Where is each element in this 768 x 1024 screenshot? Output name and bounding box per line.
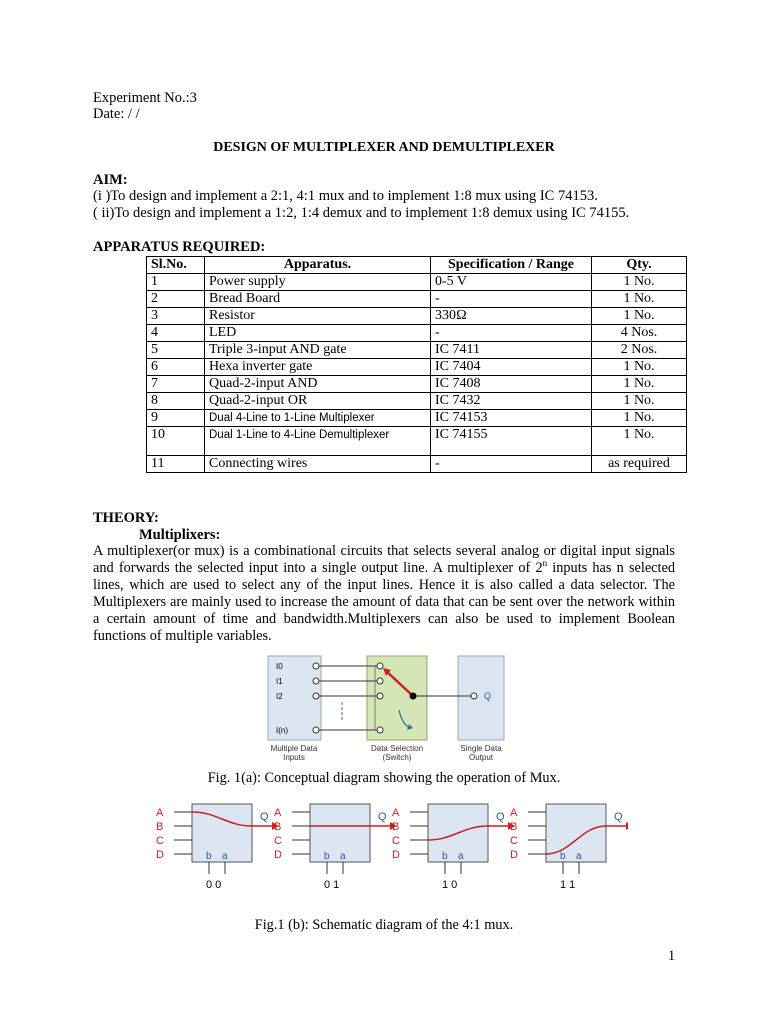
mux-conceptual-diagram bbox=[262, 654, 522, 766]
cell-apparatus: Power supply bbox=[205, 274, 431, 291]
cell-spec: - bbox=[431, 325, 592, 342]
mux-4to1-schematic bbox=[148, 802, 628, 894]
input-label: B bbox=[392, 821, 400, 833]
input-label: B bbox=[156, 821, 164, 833]
cell-qty: 1 No. bbox=[592, 274, 687, 291]
cell-slno: 5 bbox=[147, 342, 205, 359]
cell-qty: 1 No. bbox=[592, 308, 687, 325]
output-label: Q bbox=[378, 811, 387, 823]
table-row bbox=[147, 376, 687, 393]
select-label-a: a bbox=[576, 851, 582, 862]
table-row bbox=[147, 359, 687, 376]
caption-output-2: Output bbox=[468, 753, 494, 762]
switch-pivot bbox=[410, 693, 417, 700]
select-label-a: a bbox=[340, 851, 346, 862]
experiment-number: Experiment No.:3 bbox=[93, 90, 197, 106]
table-row bbox=[147, 308, 687, 325]
cell-qty: 1 No. bbox=[592, 359, 687, 376]
col-qty: Qty. bbox=[592, 257, 687, 274]
input-label: C bbox=[510, 835, 518, 847]
experiment-date: Date: / / bbox=[93, 106, 140, 122]
fig1b-caption: Fig.1 (b): Schematic diagram of the 4:1 mux. bbox=[254, 917, 514, 933]
cell-spec: 0-5 V bbox=[431, 274, 592, 291]
output-label: Q bbox=[614, 811, 623, 823]
col-apparatus: Apparatus. bbox=[205, 257, 431, 274]
table-row bbox=[147, 291, 687, 308]
col-spec: Specification / Range bbox=[431, 257, 592, 274]
cell-spec: IC 7411 bbox=[431, 342, 592, 359]
cell-slno: 8 bbox=[147, 393, 205, 410]
table-row bbox=[147, 456, 687, 473]
cell-apparatus: Resistor bbox=[205, 308, 431, 325]
cell-spec: 330Ω bbox=[431, 308, 592, 325]
output-label-q: Q bbox=[484, 691, 492, 701]
col-slno: Sl.No. bbox=[147, 257, 205, 274]
cell-qty: 2 Nos. bbox=[592, 342, 687, 359]
select-label-b: b bbox=[442, 851, 448, 862]
page-title: DESIGN OF MULTIPLEXER AND DEMULTIPLEXER bbox=[213, 140, 555, 155]
cell-slno: 9 bbox=[147, 410, 205, 427]
input-label: A bbox=[392, 807, 400, 819]
theory-superscript: n bbox=[542, 558, 548, 569]
cell-slno: 4 bbox=[147, 325, 205, 342]
cell-qty: 1 No. bbox=[592, 291, 687, 308]
theory-text-b: inputs has n selected lines, which are used to select any of the input lines. Hence it is also called a data selector. The Multiplexers are mainly used to increase the amount of data that can be sent over the network within a certain amount of time and bandwidth.Multiplexers can also be used to implement Boolean functions of multiple variables. bbox=[93, 560, 675, 644]
input-label-i0: I0 bbox=[276, 662, 283, 671]
output-arrow bbox=[626, 822, 628, 830]
input-label: D bbox=[274, 849, 282, 861]
cell-slno: 1 bbox=[147, 274, 205, 291]
cell-qty: 1 No. bbox=[592, 393, 687, 410]
caption-output-1: Single Data bbox=[460, 744, 502, 753]
input-label: C bbox=[392, 835, 400, 847]
output-label: Q bbox=[496, 811, 505, 823]
select-label-a: a bbox=[458, 851, 464, 862]
input-label: A bbox=[156, 807, 164, 819]
theory-text-a: A multiplexer(or mux) is a combinational circuits that selects several analog or digital input signals and forwards the selected input into a single output line. A multiplexer of 2 bbox=[93, 543, 675, 576]
apparatus-heading: APPARATUS REQUIRED: bbox=[93, 239, 266, 255]
cell-slno: 3 bbox=[147, 308, 205, 325]
cell-spec: - bbox=[431, 291, 592, 308]
input-label: D bbox=[510, 849, 518, 861]
theory-heading: THEORY: bbox=[93, 510, 159, 526]
cell-apparatus: Dual 4-Line to 1-Line Multiplexer bbox=[205, 410, 431, 427]
aim-line-2: ( ii)To design and implement a 1:2, 1:4 demux and to implement 1:8 demux using IC 74155. bbox=[93, 205, 630, 221]
select-label-b: b bbox=[324, 851, 330, 862]
select-label-a: a bbox=[222, 851, 228, 862]
table-row bbox=[147, 427, 687, 456]
input-label: B bbox=[274, 821, 282, 833]
apparatus-table bbox=[146, 256, 687, 473]
caption-inputs-1: Multiple Data bbox=[270, 744, 318, 753]
theory-paragraph bbox=[93, 543, 675, 645]
table-row bbox=[147, 274, 687, 291]
input-label-i1: I1 bbox=[276, 677, 283, 686]
fig1a-caption: Fig. 1(a): Conceptual diagram showing the operation of Mux. bbox=[207, 770, 561, 786]
cell-slno: 7 bbox=[147, 376, 205, 393]
table-row bbox=[147, 410, 687, 427]
input-label: A bbox=[274, 807, 282, 819]
cell-apparatus: Bread Board bbox=[205, 291, 431, 308]
cell-spec: IC 74155 bbox=[431, 427, 592, 456]
cell-qty: 4 Nos. bbox=[592, 325, 687, 342]
input-label-i2: I2 bbox=[276, 692, 283, 701]
cell-qty: as required bbox=[592, 456, 687, 473]
aim-line-1: (i )To design and implement a 2:1, 4:1 mux and to implement 1:8 mux using IC 74153. bbox=[93, 188, 598, 204]
cell-qty: 1 No. bbox=[592, 376, 687, 393]
cell-slno: 11 bbox=[147, 456, 205, 473]
cell-slno: 2 bbox=[147, 291, 205, 308]
select-label-b: b bbox=[560, 851, 566, 862]
page-number: 1 bbox=[668, 948, 676, 964]
input-label: D bbox=[392, 849, 400, 861]
cell-qty: 1 No. bbox=[592, 427, 687, 456]
switch-box bbox=[367, 656, 427, 740]
table-header-row bbox=[147, 257, 687, 274]
cell-apparatus: Quad-2-input OR bbox=[205, 393, 431, 410]
input-label: A bbox=[510, 807, 518, 819]
table-row bbox=[147, 393, 687, 410]
cell-spec: IC 74153 bbox=[431, 410, 592, 427]
cell-apparatus: Hexa inverter gate bbox=[205, 359, 431, 376]
select-value: 1 0 bbox=[442, 879, 458, 891]
input-label: C bbox=[156, 835, 164, 847]
cell-apparatus: Connecting wires bbox=[205, 456, 431, 473]
input-label-in: I(n) bbox=[276, 726, 288, 735]
cell-spec: IC 7408 bbox=[431, 376, 592, 393]
cell-apparatus: LED bbox=[205, 325, 431, 342]
input-label: C bbox=[274, 835, 282, 847]
cell-slno: 10 bbox=[147, 427, 205, 456]
select-label-b: b bbox=[206, 851, 212, 862]
aim-heading: AIM: bbox=[93, 172, 128, 188]
cell-spec: IC 7432 bbox=[431, 393, 592, 410]
cell-slno: 6 bbox=[147, 359, 205, 376]
select-value: 0 1 bbox=[324, 879, 340, 891]
output-label: Q bbox=[260, 811, 269, 823]
caption-switch-2: (Switch) bbox=[382, 753, 412, 762]
table-row bbox=[147, 342, 687, 359]
cell-apparatus: Quad-2-input AND bbox=[205, 376, 431, 393]
output-box bbox=[458, 656, 504, 740]
table-row bbox=[147, 325, 687, 342]
cell-apparatus: Triple 3-input AND gate bbox=[205, 342, 431, 359]
theory-subheading: Multiplixers: bbox=[139, 527, 221, 543]
caption-switch-1: Data Selection bbox=[370, 744, 424, 753]
select-value: 1 1 bbox=[560, 879, 576, 891]
caption-inputs-2: Inputs bbox=[283, 753, 305, 762]
cell-apparatus: Dual 1-Line to 4-Line Demultiplexer bbox=[205, 427, 431, 456]
cell-qty: 1 No. bbox=[592, 410, 687, 427]
input-label: B bbox=[510, 821, 518, 833]
cell-spec: IC 7404 bbox=[431, 359, 592, 376]
cell-spec: - bbox=[431, 456, 592, 473]
select-value: 0 0 bbox=[206, 879, 222, 891]
input-label: D bbox=[156, 849, 164, 861]
